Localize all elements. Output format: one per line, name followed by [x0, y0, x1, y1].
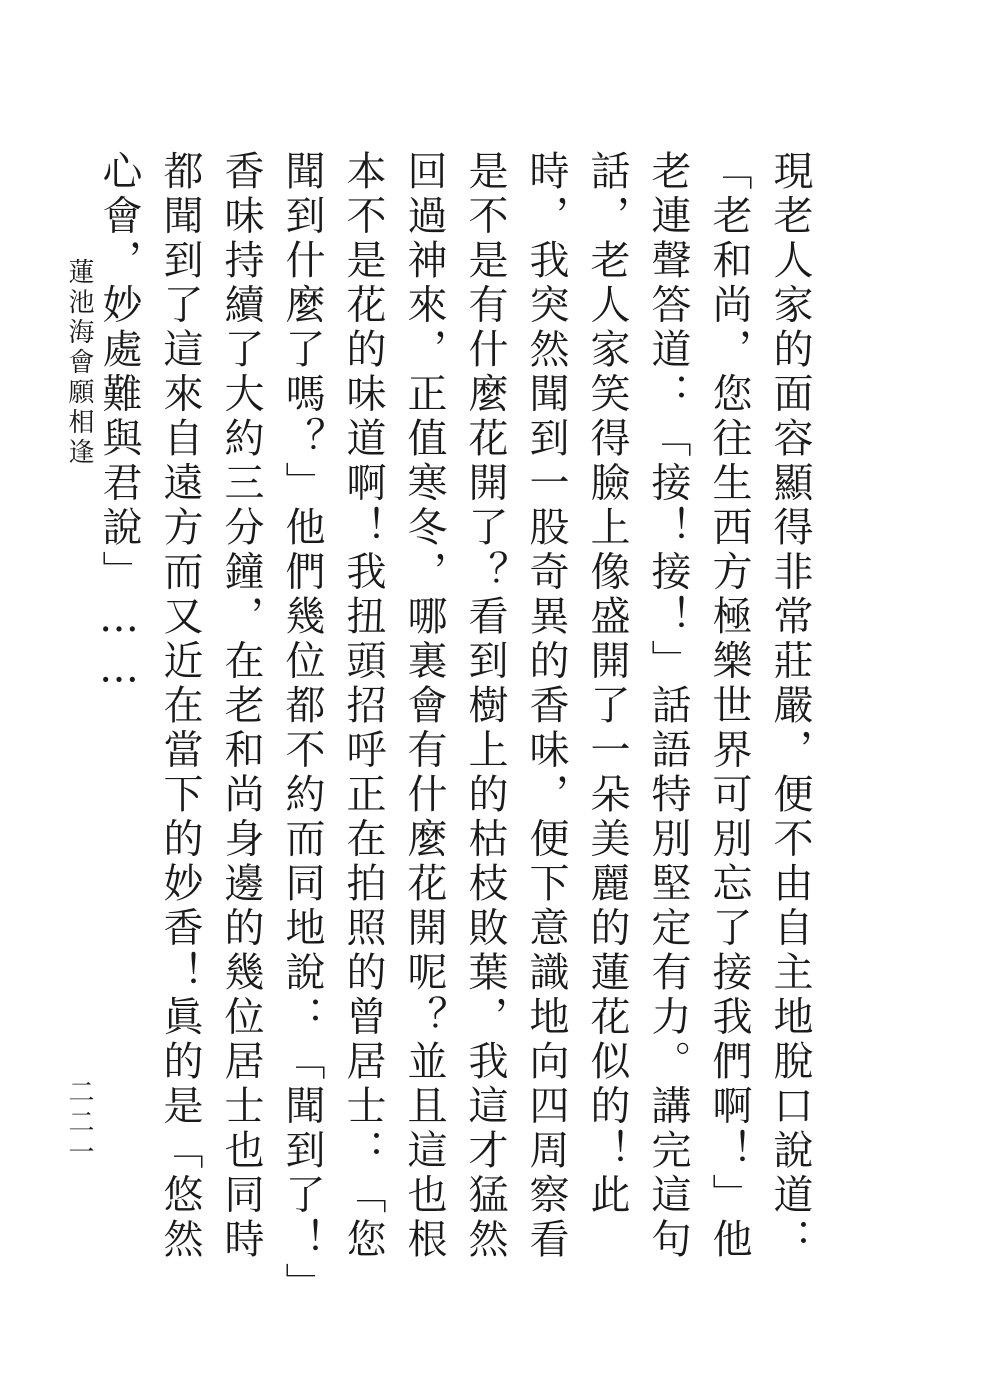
body-text: 現老人家的面容顯得非常莊嚴，便不由自主地脫口說道：「老和尚，您往生西方極樂世界可別忘了接我們啊！」他老連聲答道：「接！接！」話語特別堅定有力。講完這句話，老人家笑得臉上像盛開了一朵美麗的蓮花似的！此時，我突然聞到一股奇異的香味，便下意識地向四周察看是不是有什麼花開了？看到樹上的枯枝敗葉，我這才猛然回過神來，正值寒冬，哪裏會有什麼花開呢？並且這也根本不是花的味道啊！我扭頭招呼正在拍照的曾居士：「您聞到什麼了嗎？」他們幾位都不約而同地說：「聞到了！」香味持續了大約三分鐘，在老和尚身邊的幾位居士也同時都聞到了這來自遠方而又近在當下的妙香！眞的是「悠然心會，妙處難與君說」…… — [96, 150, 813, 1287]
page-number: 二二一 — [64, 1078, 94, 1168]
running-head: 蓮池海會願相逢 — [64, 258, 94, 468]
